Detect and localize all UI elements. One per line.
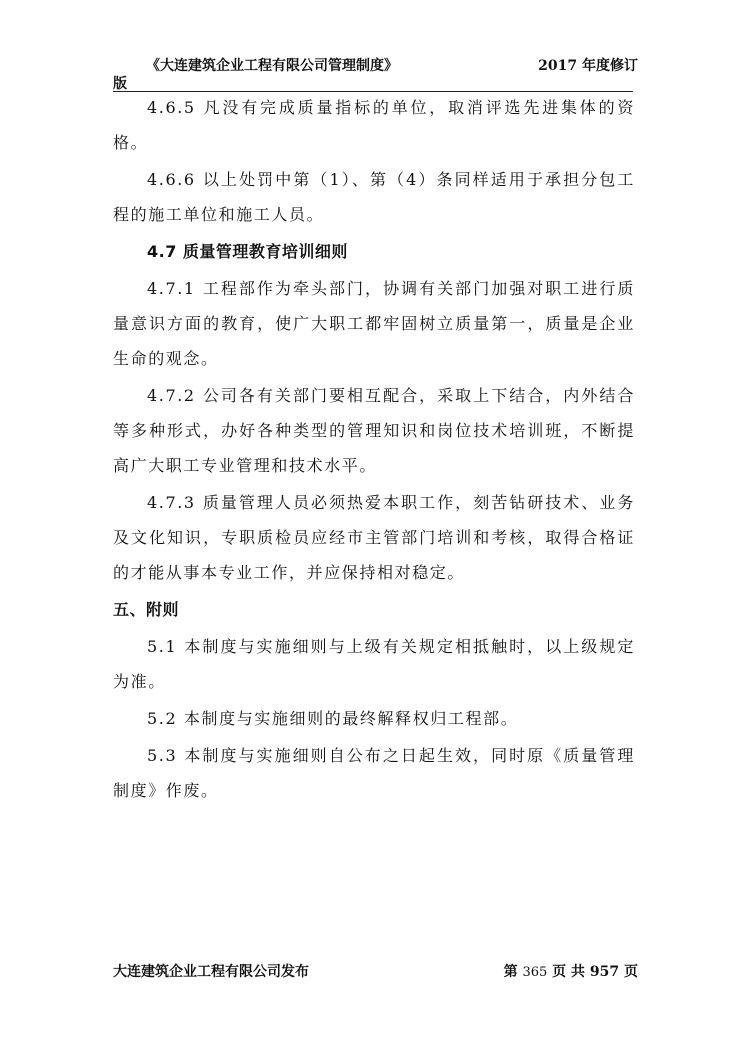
page-total: 957 [589,964,620,980]
paragraph-4-6-6: 4.6.6 以上处罚中第（1）、第（4）条同样适用于承担分包工程的施工单位和施工人员。 [113,170,635,224]
paragraph-4-7-3: 4.7.3 质量管理人员必须热爱本职工作，刻苦钻研技术、业务及文化知识，专职质检员应经市主管部门培训和考核，取得合格证的才能从事本专业工作，并应保持相对稳定。 [113,493,635,582]
footer-page-number [504,961,638,981]
page-suffix: 页 [619,964,638,980]
header-edition: 2017 年度修订 [538,58,638,74]
chapter-heading-5: 五、附则 [113,600,180,619]
paragraph-5-1: 5.1 本制度与实施细则与上级有关规定相抵触时，以上级规定为准。 [113,637,635,691]
header-title: 《大连建筑企业工程有限公司管理制度》 [146,58,398,74]
paragraph-4-6-5: 4.6.5 凡没有完成质量指标的单位，取消评选先进集体的资格。 [113,98,635,152]
section-heading-4-7: 4.7 质量管理教育培训细则 [147,242,348,261]
document-body [113,90,635,810]
page-current: 365 [522,965,548,980]
paragraph-5-3: 5.3 本制度与实施细则自公布之日起生效，同时原《质量管理制度》作废。 [113,746,635,800]
paragraph-5-2: 5.2 本制度与实施细则的最终解释权归工程部。 [147,709,519,728]
page-middle: 页 共 [547,964,590,980]
paragraph-4-7-1: 4.7.1 工程部作为牵头部门，协调有关部门加强对职工进行质量意识方面的教育，使广大职工都牢固树立质量第一，质量是企业生命的观念。 [113,279,635,368]
paragraph-4-7-2: 4.7.2 公司各有关部门要相互配合，采取上下结合，内外结合等多种形式，办好各种类型的管理知识和岗位技术培训班，不断提高广大职工专业管理和技术水平。 [113,386,635,475]
footer-publisher: 大连建筑企业工程有限公司发布 [113,964,309,980]
page-prefix: 第 [503,964,523,980]
header-edition-wrap: 版 [113,76,127,92]
